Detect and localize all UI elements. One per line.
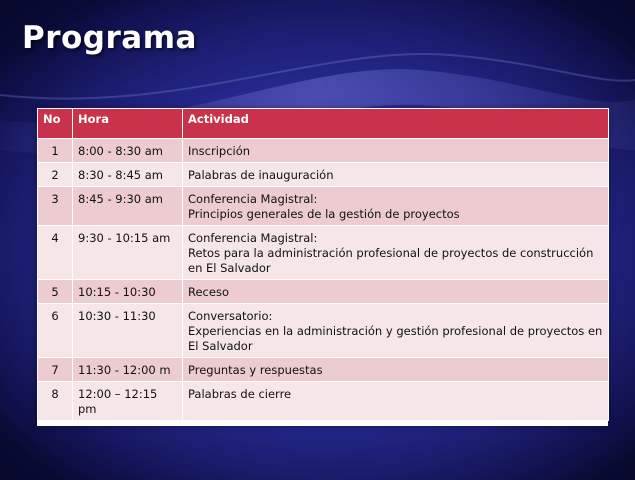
- activity-text: Principios generales de la gestión de proyectos: [188, 207, 460, 221]
- row-no: 8: [38, 382, 73, 421]
- activity-text: Palabras de inauguración: [188, 168, 334, 182]
- table-row: [38, 187, 609, 226]
- row-hora: 10:15 - 10:30: [73, 280, 183, 304]
- row-actividad: [183, 280, 609, 304]
- row-no: 7: [38, 358, 73, 382]
- row-no: 3: [38, 187, 73, 226]
- activity-text: Experiencias en la administración y gestión profesional de proyectos en El Salvador: [188, 324, 603, 353]
- activity-text: Palabras de cierre: [188, 387, 292, 401]
- row-hora: 8:30 - 8:45 am: [73, 163, 183, 187]
- header-hora: Hora: [73, 109, 183, 139]
- row-no: 5: [38, 280, 73, 304]
- table-row: [38, 280, 609, 304]
- activity-text: Preguntas y respuestas: [188, 363, 323, 377]
- activity-text: Inscripción: [188, 144, 251, 158]
- table-row: [38, 226, 609, 280]
- activity-text: Receso: [188, 285, 229, 299]
- row-actividad: [183, 226, 609, 280]
- slide-title: Programa: [22, 20, 197, 56]
- table-row: [38, 358, 609, 382]
- table-row: [38, 163, 609, 187]
- row-actividad: [183, 382, 609, 421]
- table-row: [38, 139, 609, 163]
- row-no: 6: [38, 304, 73, 358]
- table-row: [38, 304, 609, 358]
- activity-heading: Conferencia Magistral:: [188, 231, 318, 245]
- activity-heading: Conferencia Magistral:: [188, 192, 318, 206]
- row-actividad: [183, 139, 609, 163]
- row-no: 4: [38, 226, 73, 280]
- activity-heading: Conversatorio:: [188, 309, 273, 323]
- activity-text: Retos para la administración profesional de proyectos de construcción en El Salvador: [188, 246, 594, 275]
- row-actividad: [183, 304, 609, 358]
- schedule-table-container: [37, 108, 608, 426]
- table-row: [38, 382, 609, 421]
- row-hora: 11:30 - 12:00 m: [73, 358, 183, 382]
- row-hora: 9:30 - 10:15 am: [73, 226, 183, 280]
- row-hora: 12:00 – 12:15 pm: [73, 382, 183, 421]
- row-actividad: [183, 187, 609, 226]
- row-no: 1: [38, 139, 73, 163]
- row-hora: 10:30 - 11:30: [73, 304, 183, 358]
- row-hora: 8:00 - 8:30 am: [73, 139, 183, 163]
- row-actividad: [183, 358, 609, 382]
- row-actividad: [183, 163, 609, 187]
- row-hora: 8:45 - 9:30 am: [73, 187, 183, 226]
- header-actividad: Actividad: [183, 109, 609, 139]
- table-header-row: [38, 109, 609, 139]
- header-no: No: [38, 109, 73, 139]
- row-no: 2: [38, 163, 73, 187]
- schedule-table: [37, 108, 609, 421]
